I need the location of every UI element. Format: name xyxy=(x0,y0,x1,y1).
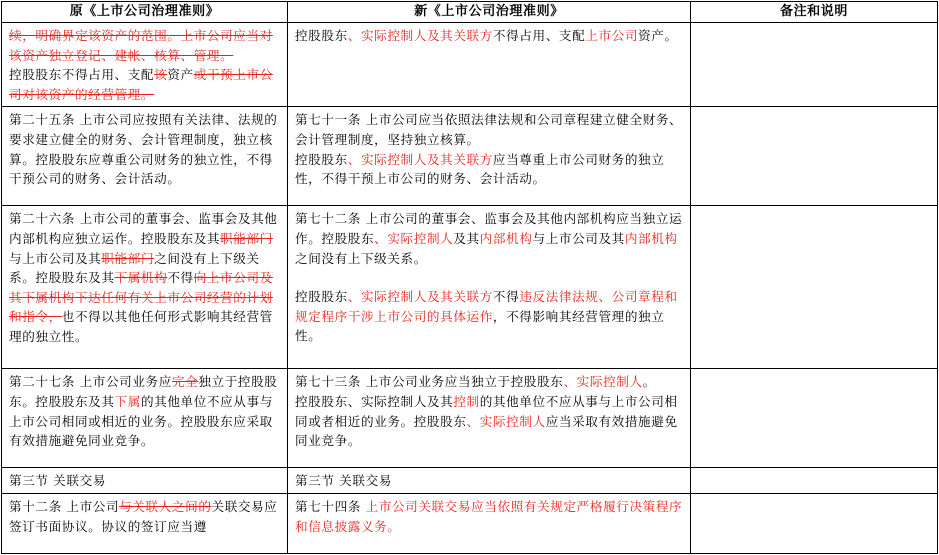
rule-text: 第十二条 上市公司 xyxy=(9,498,120,514)
rule-text: 的其他单位不应从事与上市公司相同或者相近的业务。控股股东 xyxy=(295,393,678,429)
rule-text: 资产 xyxy=(167,67,194,83)
rule-paragraph xyxy=(9,497,282,536)
rule-text: 之间没有上下级关系。控股股东及其 xyxy=(9,250,260,286)
rule-paragraph xyxy=(295,150,685,189)
old-rule-cell xyxy=(2,206,288,369)
added-text: 、实际控制人 xyxy=(466,413,546,429)
rule-text: 第二十五条 上市公司应按照有关法律、法规的要求建立健全的财务、会计管理制度，独立核算。控股股东应尊重公司财务的独立性，不得干预公司的财务、会计活动。 xyxy=(9,112,278,187)
rule-text: 及其 xyxy=(453,230,480,246)
rule-paragraph xyxy=(9,209,282,346)
new-rule-cell xyxy=(288,468,691,494)
deleted-text: 完全 xyxy=(171,374,199,390)
rule-paragraph xyxy=(295,471,685,491)
rule-text: 独立于控股股东。控股股东及其 xyxy=(9,374,278,409)
rule-paragraph xyxy=(9,471,282,491)
added-text: 内部机构 xyxy=(624,230,678,246)
rule-text: 资产。 xyxy=(638,28,678,43)
table-row xyxy=(2,107,938,206)
deleted-text: 职能部门 xyxy=(220,230,273,246)
rule-text: 控股股东不得占用、支配 xyxy=(9,67,155,83)
rule-text: 第七十一条 上市公司应当依照法律法规和公司章程建立健全财务、会计管理制度，坚持独立核算。 xyxy=(295,112,683,147)
rule-text: 第七十二条 上市公司的董事会、监事会及其他内部机构应当独立运作。控股股东 xyxy=(295,211,683,246)
new-rule-cell xyxy=(288,493,691,553)
rule-text: 控股股东 xyxy=(295,28,348,43)
new-rule-cell xyxy=(288,369,691,468)
header-row xyxy=(2,2,938,23)
rule-text: 第七十三条 上市公司业务应当独立于控股股东 xyxy=(295,374,564,390)
header-new-rules: 新《上市公司治理准则》 xyxy=(288,2,691,23)
added-text: 、实际控制人及其关联方 xyxy=(347,151,493,167)
old-rule-cell xyxy=(2,107,288,206)
old-rule-cell xyxy=(2,23,288,107)
rule-text: 。 xyxy=(642,374,656,390)
rule-text: 应当采取有效措施避免同业竞争。 xyxy=(295,413,678,449)
deleted-text: 职能部门 xyxy=(101,250,155,266)
added-text: 、实际控制人 xyxy=(563,374,643,390)
new-rule-cell xyxy=(288,23,691,107)
rule-text: 控股股东 xyxy=(295,151,348,167)
added-text: 上市公司关联交易应当依照有关规定严格履行决策程序和信息披露义务。 xyxy=(295,498,683,534)
deleted-text: 与关联人之间的 xyxy=(119,498,212,514)
deleted-text: 该 xyxy=(154,67,168,83)
rule-text: 第七十四条 xyxy=(295,498,366,514)
header-notes: 备注和说明 xyxy=(691,2,938,23)
new-rule-cell xyxy=(288,206,691,369)
rule-paragraph xyxy=(295,372,685,392)
paragraph-spacer xyxy=(295,268,685,287)
rule-text: 第三节 关联交易 xyxy=(9,473,106,489)
added-text: 上市公司 xyxy=(585,28,639,43)
old-rule-cell xyxy=(2,493,288,553)
added-text: 下属 xyxy=(114,393,141,409)
rule-text: 第二十六条 上市公司的董事会、监事会及其他内部机构应独立运作。控股股东及其 xyxy=(9,211,278,246)
notes-cell xyxy=(691,369,938,468)
rule-paragraph xyxy=(295,26,685,46)
rule-text: ，不得影响其经营管理的独立性。 xyxy=(295,308,665,344)
header-old-rules: 原《上市公司治理准则》 xyxy=(2,2,288,23)
rule-text: 不得 xyxy=(492,289,520,305)
rule-text: 第二十七条 上市公司业务应 xyxy=(9,374,172,390)
rule-paragraph xyxy=(9,65,282,104)
table-row xyxy=(2,23,938,107)
notes-cell xyxy=(691,468,938,494)
old-rule-cell xyxy=(2,369,288,468)
notes-cell xyxy=(691,107,938,206)
rule-text: 之间没有上下级关系。 xyxy=(295,250,427,266)
table-row xyxy=(2,206,938,369)
rule-text: 不得占用、支配 xyxy=(492,28,586,43)
rule-paragraph xyxy=(295,392,685,451)
notes-cell xyxy=(691,206,938,369)
notes-cell xyxy=(691,23,938,107)
added-text: 内部机构 xyxy=(479,230,533,246)
added-text: 违反法律法规、公司章程和规定程序干涉上市公司的具体运作 xyxy=(295,289,678,324)
added-text: 控制 xyxy=(453,393,480,409)
notes-cell xyxy=(691,493,938,553)
new-rule-cell xyxy=(288,107,691,206)
table-row xyxy=(2,493,938,553)
deleted-text: 或干预上市公司对该资产的经营管理。 xyxy=(9,67,273,102)
deleted-text: 续，明确界定该资产的范围。上市公司应当对该资产独立登记、建帐、核算、管理。 xyxy=(9,28,273,63)
deleted-text: 下属机构 xyxy=(114,270,168,286)
rule-paragraph xyxy=(295,287,685,346)
rule-text: 关联交易应签订书面协议。协议的签订应当遵 xyxy=(9,498,278,534)
rule-paragraph xyxy=(9,110,282,188)
rule-text: 的其他单位不应从事与上市公司相同或相近的业务。控股股东应采取有效措施避免同业竞争。 xyxy=(9,393,273,449)
rule-text: 控股股东 xyxy=(295,289,348,305)
table-row xyxy=(2,468,938,494)
old-rule-cell xyxy=(2,468,288,494)
added-text: 、实际控制人及其关联方 xyxy=(347,28,493,43)
rule-text: 第三节 关联交易 xyxy=(295,473,392,489)
added-text: 、实际控制人 xyxy=(374,230,454,246)
added-text: 、实际控制人及其关联方 xyxy=(347,289,493,305)
rule-text: 也不得以其他任何形式影响其经营管理的独立性。 xyxy=(9,309,273,344)
comparison-table xyxy=(1,1,938,554)
rule-paragraph xyxy=(9,26,282,65)
rule-text: 不得 xyxy=(167,270,194,286)
rule-text: 应当尊重上市公司财务的独立性，不得干预上市公司的财务、会计活动。 xyxy=(295,151,665,187)
rule-text: 与上市公司及其 xyxy=(532,230,625,246)
deleted-text: 向上市公司及其下属机构下达任何有关上市公司经营的计划和指令， xyxy=(9,270,273,325)
rule-paragraph xyxy=(295,110,685,149)
rule-paragraph xyxy=(295,497,685,536)
rule-text: 与上市公司及其 xyxy=(9,250,102,266)
table-row xyxy=(2,369,938,468)
rule-text: 控股股东、实际控制人及其 xyxy=(295,393,454,409)
rule-paragraph xyxy=(9,372,282,450)
rule-paragraph xyxy=(295,209,685,268)
